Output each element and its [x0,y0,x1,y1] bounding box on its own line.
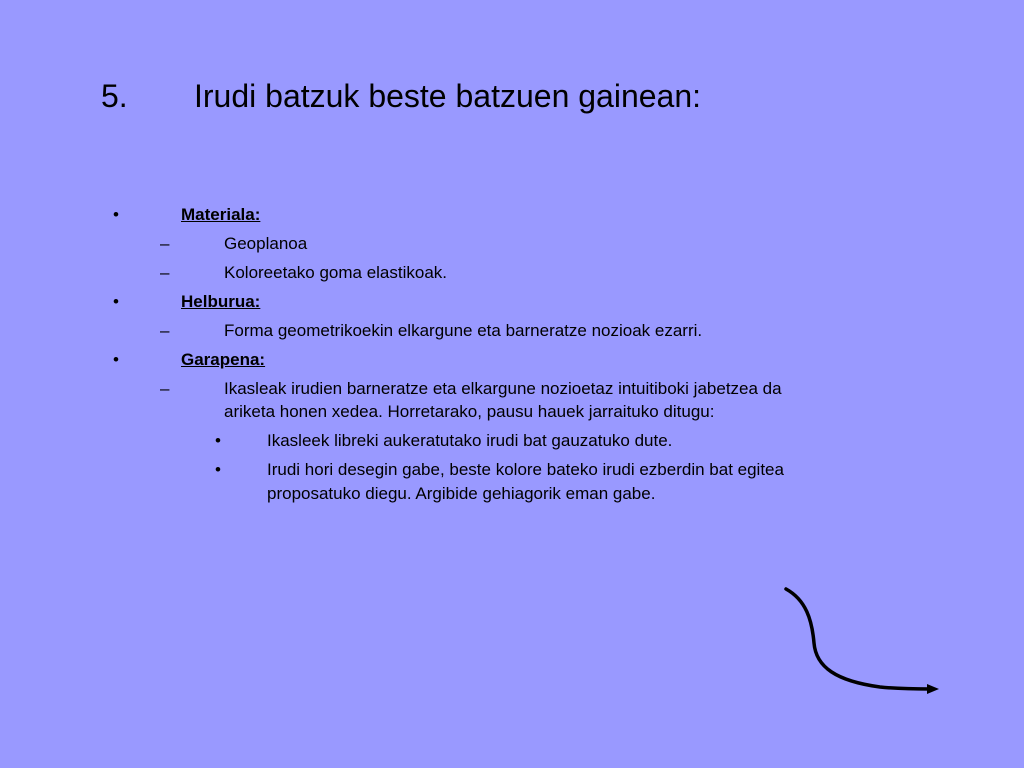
subsub-item-text-line-1: Irudi hori desegin gabe, beste kolore bateko irudi ezberdin bat egitea [267,460,784,479]
bullet-marker-small: • [215,460,221,479]
bullet-marker: • [113,292,119,311]
sub-item-text-line-1: Ikasleak irudien barneratze eta elkargune nozioetaz intuitiboki jabetzea da [224,379,782,398]
sub-item-text: Geoplanoa [224,234,308,253]
bullet-marker: • [113,205,119,224]
sub-item-text: Forma geometrikoekin elkargune eta barneratze nozioak ezarri. [224,321,703,340]
dash-marker: – [160,321,170,340]
subsub-item-text-line-2: proposatuko diegu. Argibide gehiagorik eman gabe. [267,484,656,503]
curved-arrow-icon [770,575,950,705]
title-number: 5. [101,78,128,114]
sub-item-text-line-2: ariketa honen xedea. Horretarako, pausu hauek jarraituko ditugu: [224,402,715,421]
subsub-item-text: Ikasleek libreki aukeratutako irudi bat gauzatuko dute. [267,431,673,450]
dash-marker: – [160,234,170,253]
bullet-marker-small: • [215,431,221,450]
sub-item-text: Koloreetako goma elastikoak. [224,263,448,282]
bullet-label-garapena: Garapena: [181,350,266,369]
dash-marker: – [160,263,170,282]
bullet-marker: • [113,350,119,369]
bullet-label-helburua: Helburua: [181,292,261,311]
dash-marker: – [160,379,170,398]
bullet-label-materiala: Materiala: [181,205,261,224]
title-text: Irudi batzuk beste batzuen gainean: [194,78,702,114]
